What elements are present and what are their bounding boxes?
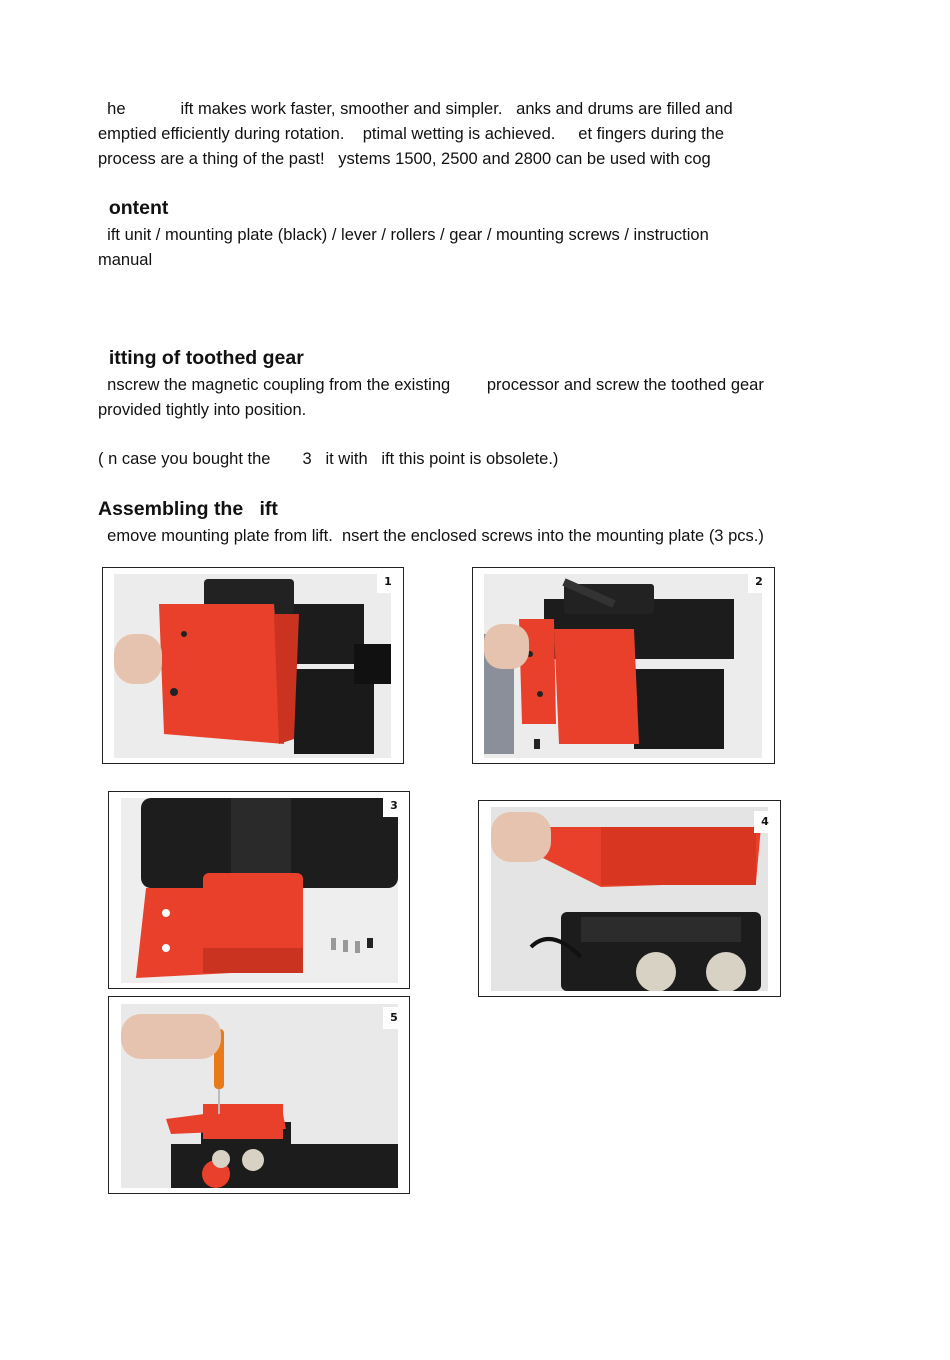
photo-number-4: 4 bbox=[754, 811, 776, 833]
intro-line-2: emptied efficiently during rotation. ptimal wetting is achieved. et fingers during the bbox=[98, 125, 725, 143]
intro-line-3: process are a thing of the past! ystems 1500, 2500 and 2800 can be used with cog bbox=[98, 150, 711, 168]
assembling-line-1: emove mounting plate from lift. nsert the enclosed screws into the mounting plate (3 pcs.) bbox=[98, 527, 764, 545]
photo-frame-3 bbox=[108, 791, 410, 989]
photo-frame-5 bbox=[108, 996, 410, 1194]
fitting-line-1: nscrew the magnetic coupling from the existing processor and screw the toothed gear bbox=[98, 376, 764, 394]
photo-frame-1 bbox=[102, 567, 404, 764]
photo-frame-4 bbox=[478, 800, 781, 997]
photo-number-2: 2 bbox=[748, 571, 770, 593]
photo-5 bbox=[121, 1004, 398, 1188]
photo-1 bbox=[114, 574, 391, 758]
fitting-note: ( n case you bought the 3 it with ift this point is obsolete.) bbox=[98, 450, 559, 468]
photo-number-3: 3 bbox=[383, 795, 405, 817]
content-line-1: ift unit / mounting plate (black) / lever / rollers / gear / mounting screws / instruction bbox=[98, 226, 709, 244]
fitting-line-2: provided tightly into position. bbox=[98, 401, 307, 419]
photo-frame-2 bbox=[472, 567, 775, 764]
assembling-heading: Assembling the ift bbox=[98, 498, 278, 520]
photo-2 bbox=[484, 574, 762, 758]
photo-4 bbox=[491, 807, 768, 991]
photo-number-5: 5 bbox=[383, 1007, 405, 1029]
fitting-heading: itting of toothed gear bbox=[98, 347, 304, 369]
content-line-2: manual bbox=[98, 251, 153, 269]
content-heading: ontent bbox=[98, 197, 169, 219]
photo-3 bbox=[121, 798, 398, 983]
photo-number-1: 1 bbox=[377, 571, 399, 593]
intro-line-1: he ift makes work faster, smoother and simpler. anks and drums are filled and bbox=[98, 100, 733, 118]
